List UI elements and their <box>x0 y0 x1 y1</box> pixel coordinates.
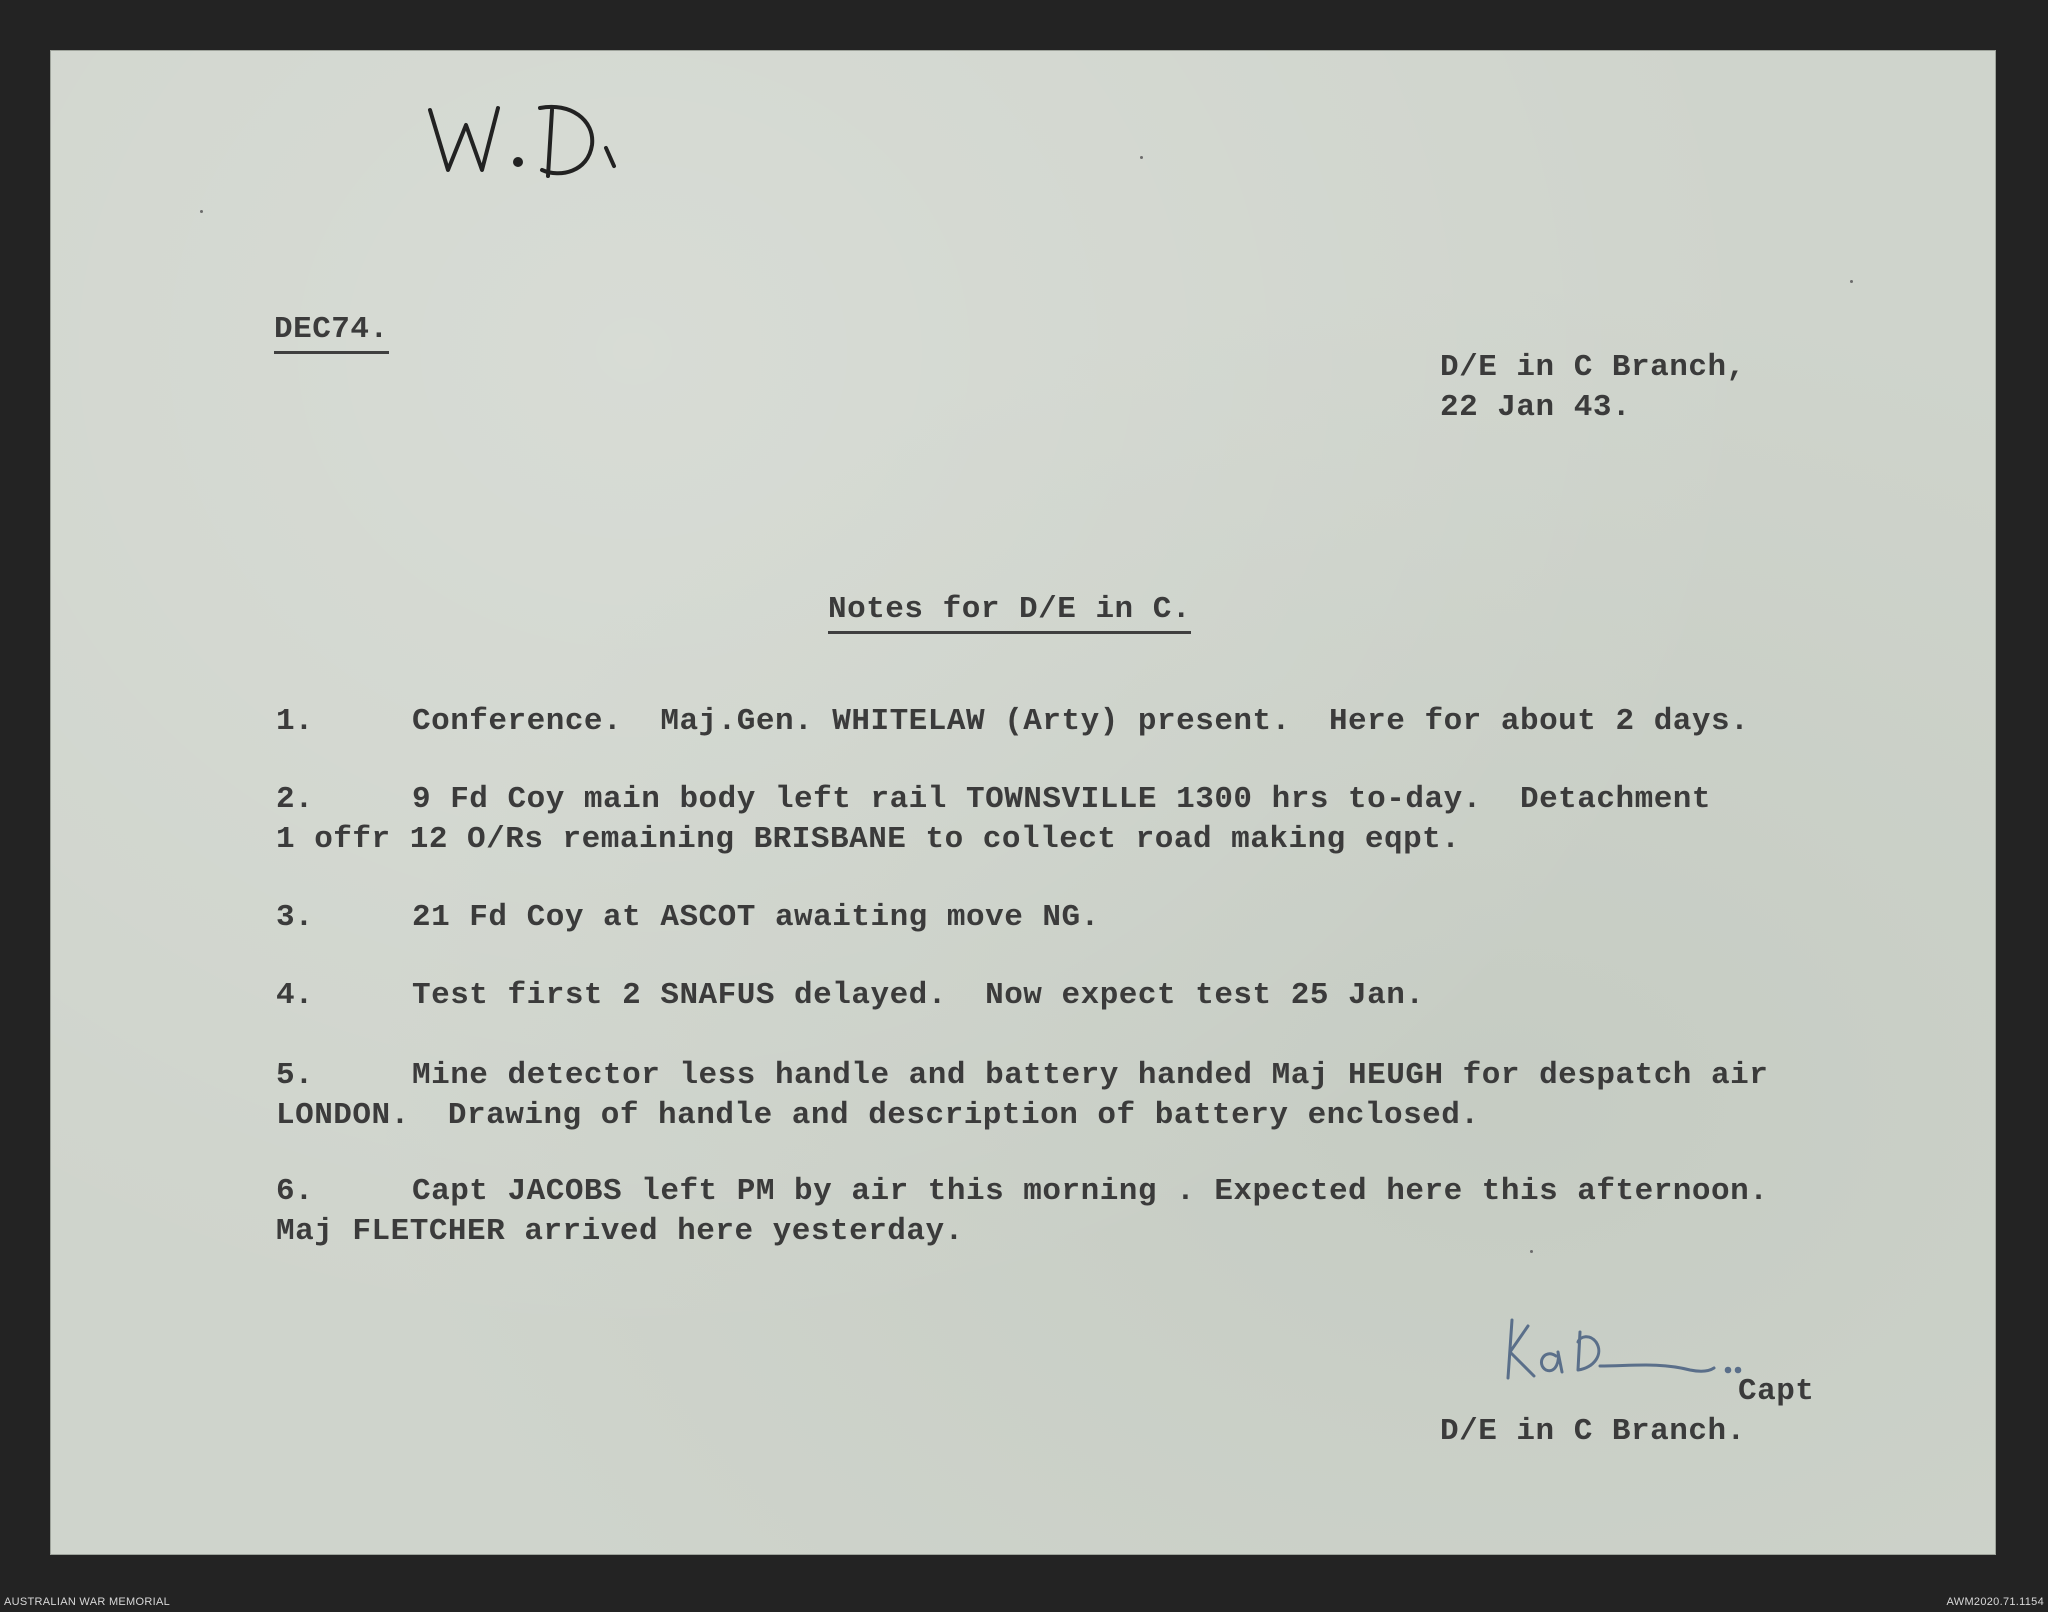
notes-title: Notes for D/E in C. <box>828 592 1191 634</box>
header-date: 22 Jan 43. <box>1440 390 1632 425</box>
paper-speck <box>1530 1250 1533 1253</box>
paragraph-number: 1. <box>276 704 314 739</box>
paragraph-number: 4. <box>276 978 314 1013</box>
header-branch: D/E in C Branch, <box>1440 350 1746 385</box>
paragraph-line: Conference. Maj.Gen. WHITELAW (Arty) present. Here for about 2 days. <box>412 704 1750 739</box>
footer-right-caption: AWM2020.71.1154 <box>1946 1596 2044 1608</box>
handwritten-wd-mark <box>420 90 660 200</box>
paragraph-line: 21 Fd Coy at ASCOT awaiting move NG. <box>412 900 1100 935</box>
paragraph-line: Maj FLETCHER arrived here yesterday. <box>276 1214 964 1249</box>
paragraph-line: Mine detector less handle and battery handed Maj HEUGH for despatch air <box>412 1058 1769 1093</box>
footer-left-caption: AUSTRALIAN WAR MEMORIAL <box>4 1596 171 1608</box>
paragraph-line: 1 offr 12 O/Rs remaining BRISBANE to collect road making eqpt. <box>276 822 1461 857</box>
paragraph-line: Capt JACOBS left PM by air this morning . Expected here this afternoon. <box>412 1174 1769 1209</box>
paragraph-number: 3. <box>276 900 314 935</box>
paragraph-line: Test first 2 SNAFUS delayed. Now expect test 25 Jan. <box>412 978 1425 1013</box>
paragraph-number: 5. <box>276 1058 314 1093</box>
signature-rank: Capt <box>1738 1374 1815 1409</box>
paragraph-line: LONDON. Drawing of handle and description of battery enclosed. <box>276 1098 1480 1133</box>
document-sheet <box>50 50 1996 1555</box>
paragraph-number: 6. <box>276 1174 314 1209</box>
paragraph-number: 2. <box>276 782 314 817</box>
reference-number: DEC74. <box>274 312 389 354</box>
paragraph-line: 9 Fd Coy main body left rail TOWNSVILLE 1300 hrs to-day. Detachment <box>412 782 1712 817</box>
paper-speck <box>1850 280 1853 283</box>
paper-speck <box>1140 156 1143 159</box>
paper-speck <box>200 210 203 213</box>
handwritten-signature <box>1500 1312 1760 1392</box>
signature-branch: D/E in C Branch. <box>1440 1414 1746 1449</box>
